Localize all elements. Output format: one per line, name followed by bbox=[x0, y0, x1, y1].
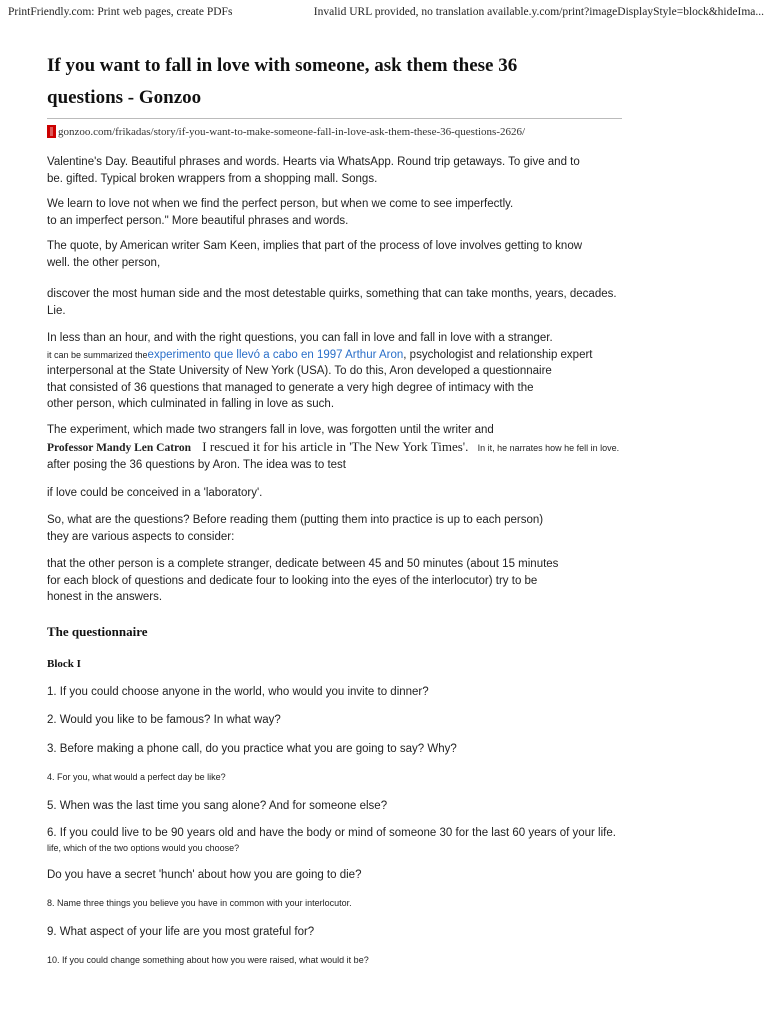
question-3: 3. Before making a phone call, do you practice what you are going to say? Why? bbox=[47, 742, 457, 755]
paragraph-6-serif-text: I rescued it for his article in 'The New York Times'. bbox=[202, 439, 469, 454]
paragraph-5-continued: , psychologist and relationship expert bbox=[403, 348, 593, 361]
paragraph-2-line-2: to an imperfect person." More beautiful phrases and words. bbox=[47, 214, 349, 227]
question-6-line-2: life, which of the two options would you choose? bbox=[47, 842, 240, 853]
question-10: 10. If you could change something about how you were raised, what would it be? bbox=[47, 955, 369, 965]
paragraph-2-line-1: We learn to love not when we find the perfect person, but when we come to see imperfectly. bbox=[47, 198, 514, 210]
paragraph-3: The quote, by American writer Sam Keen, implies that part of the process of love involves getting to know well. the other person, bbox=[47, 240, 583, 269]
question-6-line-1: 6. If you could live to be 90 years old and have the body or mind of someone 30 for the last 60 years of your life. bbox=[47, 827, 616, 839]
paragraph-8: So, what are the questions? Before reading them (putting them into practice is up to each person) they are various aspects to consider: bbox=[47, 514, 544, 543]
source-url[interactable]: gonzoo.com/frikadas/story/if-you-want-to-make-someone-fall-in-love-ask-them-these-36-questions-2626/ bbox=[58, 125, 526, 138]
question-6 bbox=[47, 825, 622, 855]
question-5: 5. When was the last time you sang alone? And for someone else? bbox=[47, 799, 388, 812]
title-divider bbox=[47, 118, 622, 119]
paragraph-6 bbox=[47, 422, 622, 474]
paragraph-1: Valentine's Day. Beautiful phrases and words. Hearts via WhatsApp. Round trip getaways. To give and to be. gifted. Typical broken wrappers from a shopping mall. Songs. bbox=[47, 156, 580, 185]
paragraph-6-line-3: after posing the 36 questions by Aron. The idea was to test bbox=[47, 459, 346, 471]
paragraph-5-line-1: In less than an hour, and with the right questions, you can fall in love and fall in love with a stranger. bbox=[47, 332, 553, 344]
paragraph-6-line-2 bbox=[47, 438, 622, 457]
source-line bbox=[47, 125, 622, 138]
question-2: 2. Would you like to be famous? In what way? bbox=[47, 714, 281, 726]
site-favicon-icon bbox=[47, 125, 56, 138]
print-header bbox=[0, 6, 768, 22]
paragraph-4: discover the most human side and the most detestable quirks, something that can take months, years, decades. Lie. bbox=[47, 288, 617, 317]
question-9: 9. What aspect of your life are you most grateful for? bbox=[47, 925, 315, 938]
paragraph-6-small-text: In it, he narrates how he fell in love. bbox=[477, 443, 620, 453]
paragraph-7: if love could be conceived in a 'laboratory'. bbox=[47, 486, 263, 499]
block-heading-1: Block I bbox=[47, 657, 81, 670]
section-heading-questionnaire: The questionnaire bbox=[47, 623, 148, 639]
paragraph-5-line-2 bbox=[47, 347, 622, 364]
catron-name: Professor Mandy Len Catron bbox=[47, 442, 192, 454]
question-8: 8. Name three things you believe you have in common with your interlocutor. bbox=[47, 898, 352, 908]
header-site-title: PrintFriendly.com: Print web pages, create PDFs bbox=[8, 6, 233, 18]
article-title: If you want to fall in love with someone, ask them these 36 questions - Gonzoo bbox=[47, 55, 518, 108]
paragraph-5 bbox=[47, 330, 622, 413]
question-4: 4. For you, what would a perfect day be like? bbox=[47, 772, 226, 782]
paragraph-2 bbox=[47, 196, 622, 229]
paragraph-6-line-1: The experiment, which made two strangers fall in love, was forgotten until the writer and bbox=[47, 423, 494, 436]
paragraph-5-small-text: it can be summarized the bbox=[47, 349, 148, 360]
question-1: 1. If you could choose anyone in the world, who would you invite to dinner? bbox=[47, 685, 429, 698]
aron-experiment-link[interactable]: experimento que llevó a cabo en 1997 Arthur Aron bbox=[147, 348, 404, 361]
header-url: Invalid URL provided, no translation available.y.com/print?imageDisplayStyle=block&hideIma... bbox=[313, 6, 764, 18]
question-7: Do you have a secret 'hunch' about how you are going to die? bbox=[47, 868, 362, 881]
paragraph-5-rest: interpersonal at the State University of New York (USA). To do this, Aron developed a questionnaire that consisted of 36 questions that managed to generate a very high degree of intimacy with the other person, which culminated in falling in love as such. bbox=[47, 365, 552, 410]
article bbox=[47, 50, 622, 969]
paragraph-9: that the other person is a complete stranger, dedicate between 45 and 50 minutes (about 15 minutes for each block of questions and dedicate four to looking into the eyes of the interlocutor) try to be honest in the answers. bbox=[47, 558, 559, 603]
